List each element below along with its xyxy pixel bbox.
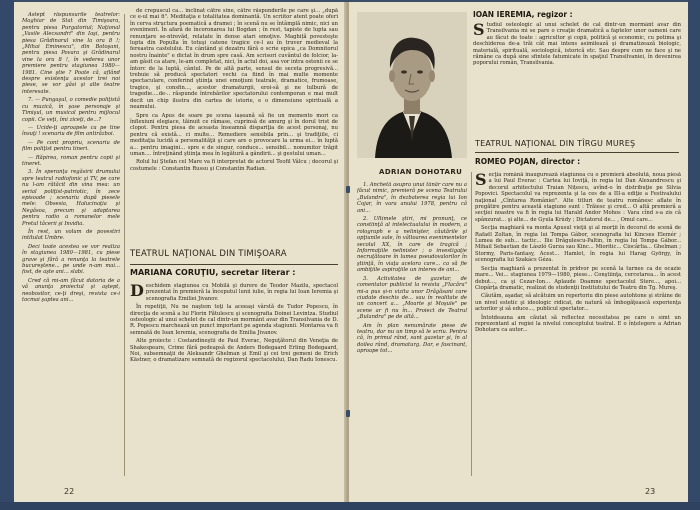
paragraph: Rolul lui Ştefan cel Mare va fi interpretat de actorul Teofil Vâlcu ; decorul şi costumele : Constantin Russu şi Constantin Radian.: [130, 159, 338, 172]
byline-romeo-pojan: ROMEO POJAN, director :: [475, 157, 581, 166]
left-col-2-section: [130, 283, 338, 479]
book-cover-bottom-edge: [0, 502, 700, 510]
paragraph: Deschidem stagiunea cu Mobilă şi durere de Teodor Mazilu, spectacol prezentat în premieră la începutul lunii iulie, în regia lui Ioan Ieremia şi scenografia Emiliei Jivanov.: [130, 283, 338, 302]
section-rule: [130, 264, 338, 265]
drop-cap: D: [130, 283, 144, 300]
binding-notch: [346, 410, 350, 417]
paragraph: 1. Anchetă asupra unui tânăr care nu a făcut nimic, premieră pe scena Teatrului „Bulandra", în dezbaterea regia lui Ion Cojar, în vara anului 1978, pentru că ani...: [357, 182, 467, 214]
paragraph: Secţia maghiară a prezentat în pridvor pe scenă la turnee ca de ocazie mare... Vei... stagiunea 1979—1980, piese... Conştiinţa, cercetarea... în acest debut..., ca şi Cezar-Ion... Aplaude Doamne spectacolul Stere..., apoi... Ciopârţa dramatic, realizat de studenţii Institutului de Teatru din Tg. Mureş.: [475, 265, 681, 291]
portrait-photo: [357, 12, 467, 158]
paragraph: 7. — Pungaşul, o comedie poliţistă cu muzică, în şase personaje şi Timişul, un musical pentru mijlocul copii. Ce veţi, îmi ziceţi, de...?: [22, 97, 120, 123]
paragraph: Cred că mi-am făcut datoria de a vă anunţa proiectul şi aştept, neobositor, ce-ţi dreşi, revista ce-i tocmai şaptea ani...: [22, 277, 120, 304]
page-number-right: 23: [645, 487, 656, 496]
paragraph: — Răpirea, roman pentru copii şi tineret.: [22, 154, 120, 167]
section-title-tirgu-mures: TEATRUL NAŢIONAL DIN TÎRGU MUREŞ: [475, 139, 636, 148]
right-col-top: [473, 22, 681, 134]
left-col-2: [130, 8, 338, 240]
paragraph: În rest, un volum de povestiri intitulat Umbre.: [22, 229, 120, 242]
section-title-timisoara: TEATRUL NAŢIONAL DIN TIMIŞOARA: [130, 249, 287, 259]
paragraph: Am în plan nenumărate piese de teatru, dar nu un timp să le scriu. Pentru că, în primul rând, sunt gazetar şi, în al doilea rând, dramaturg. Dar, e fascinant, aproape tot...: [357, 322, 467, 355]
paragraph: Studiul osteologic al unui schelet de cal dintr-un mormânt avar din Transilvania mi se pare o creaţie dramatică a faptelor unor oameni care au făcut de toate : agricultor şi copii, politică şi economic, cu potima şi deschiderea de-a trăi cât mai intens asimilează şi dramatizează biologic, materială, spirituală, sociologică, istorică etc. Sau despre cum ne face şi ne rămâne ca după sine sfintele fatumicate în spaţiul Transilvaniei, în devenirea poporului român, Transilvania.: [473, 22, 681, 67]
right-col-under-photo: [357, 182, 467, 480]
drop-cap: S: [475, 172, 487, 189]
paragraph: În repetiţii, Nu ne naştem toţi la aceeaşi vârstă de Tudor Popescu, în direcţia de scenă a lui Florin Fătulescu şi scenografia Doinei Levintza. Studiul osteologic al unui schelet de cal dintr-un mormânt avar din Transilvania de D. R. Popescu marchează un punct important pe agenda stagiunii. Montarea va fi semnată de Ioan Ieremia, scenografia de Emilia Jivanov.: [130, 304, 338, 336]
left-col-1: [22, 12, 120, 482]
binding-notch: [346, 186, 350, 193]
paragraph: — Pe cont propriu, scenariu de film poliţist pentru tineri.: [22, 139, 120, 153]
paragraph: Astept răspunsurile teatrelor: Maghiar de Stat din Timişoara, pentru piesa Purgatoriul; Naţional „Vasile Alecsandri" din Iaşi, pentru piesa Grădinarul vine la ora 8 !; „Mihai Eminescu", din Botoşani, pentru piesa Povara şi Grădinarul vine la ora 8 !, în vederea unor premiere pentru stagiunea 1980—1981. Cine ştie ? Poate că, aflând despre existenţa acestor trei noi piese, se vor găsi şi alte teatre interesate.: [22, 12, 120, 95]
byline-mariana-corutiu: MARIANA CORUŢIU, secretar literar :: [130, 268, 296, 277]
section-rule: [475, 152, 679, 153]
paragraph: — Ucide-ţi aproapele ca pe tine însuţi ! scenariu de film antirăzboi.: [22, 124, 120, 138]
paragraph: Alte proiecte : Costandineştii de Paul Everac, Neguţătorul din Veneţia de Shakespeare, Crime fără pedeapsă de Anders Bodegaard Erling Bodegaard, Noi, subsemnaţii de Aleksandr Ghelman şi Emil şi cei trei gemeni de Erich Kästner, o dramatizare semnată de regizorul spectacolului, Dan Radu Ionescu.: [130, 338, 338, 364]
book-cover-left-edge: [0, 0, 14, 510]
column-divider: [124, 14, 125, 476]
portrait-illustration: [357, 12, 467, 158]
paragraph: Spre ca Apus de soare pe scena iașeană să fie un memento mori ca înflexiuni elegiace, tăinuit ce rămase, cuprinsă de amurg şi în dorul trist de clopot. Pentru piesa de aceasta înseamnă dispariţia de acest personaj, nu pentru că există... ci multe... Remediere sensibila prin... şi tradiţiile, ci meditaţia lucidă a personalităţii şi care are o provocare la urma ei... în luptă a... pentru imagini... spre e de singur, conduce... sensibil... nonumitor trăgit uman.... întreţinând ştiinţa mea în legătură a gândirii... şi gestului uman...: [130, 112, 338, 157]
paragraph: Deci toate acestea se vor realiza în stagiunea 1980—1981, cu piese grave şi fără a renunţa la teatrele bucureştene... pe unde n-am mai... fost, de aşte ani... slabi.: [22, 243, 120, 276]
paragraph: de crepuscul ca... înclinat cătrе sine, cătrе răspunderile pe care şi... „după ce e-ul mai fi". Meditaţia e totalitatea dominantă. Un scriitor atent poate oferi în cerva structura poematică a dramei ; în scenă nu se întâmplă nimic, nici un eveniment. În afară de încoronarea lui Bogdan ; în rest, tapiste de lupta sau renunţare se-ntrevăd, relatate în dense atari emoţive. Maghiță povesteşte lupta din Populla în totuşi catene tragice ce-l au în truver medieval la fereastra castelului. Eu cântând şi dezatru fără o scrie epica „ca Domnitorul nostru înainte" e dictat în drum spre casă. Am scrisori cuvântul de folcior, la-am găsit ca atare, le-am completat, nici, în actul doi, asa vor intra ostenii ce se întorc de la luptă, cântul. Pe de altă parte, sensul de seceta progresivă... trebuie să producă spectatori vechi ca fiind în mai multe momente spectaculare, conferind ştiinţa unei emoţiuni teatrale, dramatice, frumoase, tragice, şi consfin..., acestor dramaturgii, eroi-să şi ne tulbură de tragedie....de-.. răspunde întrebărilor spectatorului contemporan e mai mult decit un chip ilustra din cartea de istorie, e o dimensiune spirituală a neamului.: [130, 8, 338, 111]
drop-cap: S: [473, 22, 485, 39]
column-divider: [471, 172, 472, 476]
page-number-left: 22: [64, 487, 75, 496]
paragraph: Secţia maghiară va monta Apusul vieţii şi al morţii în decorul de scenă de Rafaël Zoltan, în regia lui Tompa Gábor, scenografia lui Kincses Elemér ; Lumea de sub... tactic... Ilie Drăgulescu-Paltin, în regia lui Tompa Gábor... Mihail Sebastian de László Gurza sau Kinc... Mioritic... Ciocârlia... Ghelman ; Stormy, Paris-fantasy, Acest... Hamlet, în regia lui Harag György, în scenografia lui Szakács Géza.: [475, 225, 681, 264]
byline-ioan-ieremia: IOAN IEREMIA, regizor :: [473, 10, 573, 19]
book-cover-right-edge: [688, 0, 700, 510]
photo-caption: ADRIAN DOHOTARU: [379, 168, 463, 176]
paragraph: Secţia română inaugurează stagiunea cu o premieră absolută, noua piesă a lui Paul Everac : Cartea lui Ioviţă, în regia lui Dan Alexandrescu şi decorul arhitectului Traian Nițescu, avînd-o în distribuţie pe Silvia Popovici. Spectacolul va reprezenta şi la ces de a III-a ediţie a Festivalului naţional „Cîntarea României". Alte titluri de teatru românesc aflate în pregătire pentru această stagiune sunt : Trăiesc şi cred... O altă premieră a secţiei noastre va fi în regia lui Harald Andor Mohos : Vara cînd s-a zis că spânzurat... şi alte... de Gyula Krúdy ; Dictatorul de... , Omul care...: [475, 172, 681, 223]
paragraph: 2. Ultimele ştiri, mi pronunţ, ce constiinţă al intelectualului în modern, a rolograph e a nelinişter, căutările şi opţiunile sale, în vâltoarea evenimentelor secolul XX, în care de tragică ; Informaţiile nelinister ; o investigaţie necruţătoare în lumea pseudovalorilor în ştiinţă, în viaţa acelora care... ca să fie ambiţiile aspiraţiile un interes de ani...: [357, 216, 467, 274]
left-page: [14, 2, 347, 502]
paragraph: 3. În speranţa regăsirii drumului spre teatrul radiofonic şi TV, pe care nu l-am rătăcit din vina mea: un serial poliţist-patriotic, în zece episoade ; scenariu după piesele mele: Obsesia, Halucinaţia şi Negăsoa, precum şi adaptarea pentru radio a romanelor mele Pretul tăcerii şi Invidia.: [22, 169, 120, 227]
paragraph: Întotdeauna am căutat să reflectez necesitatea pe care o simt un reprezentant al regiei la nivelul conceptului teatral. E o înțelegere a Adrian Dohotaru ca autor...: [475, 314, 681, 334]
right-col-section: [475, 172, 681, 479]
paragraph: 3. Activitatea de gazetar, de comentator publicist la revista „Flacăra" mi-a pus și-n vizita unor Drăgăsani care ciudate deschis de... sau în realitate de un concert a... „Moarte şi Moşule" pe scene ar fi nu în... Proiect de Teatrul „Bulandra" pe de altă...: [357, 275, 467, 321]
paragraph: Căutăm, aşadar, să alcătuim un repertoriu din piese autohtone şi străine de un nivel estetic şi ideologic ridicat, de natură să îmbogăţească experienţa actorilor şi să educe..., publicul spectator...: [475, 293, 681, 313]
right-page: [349, 2, 688, 502]
